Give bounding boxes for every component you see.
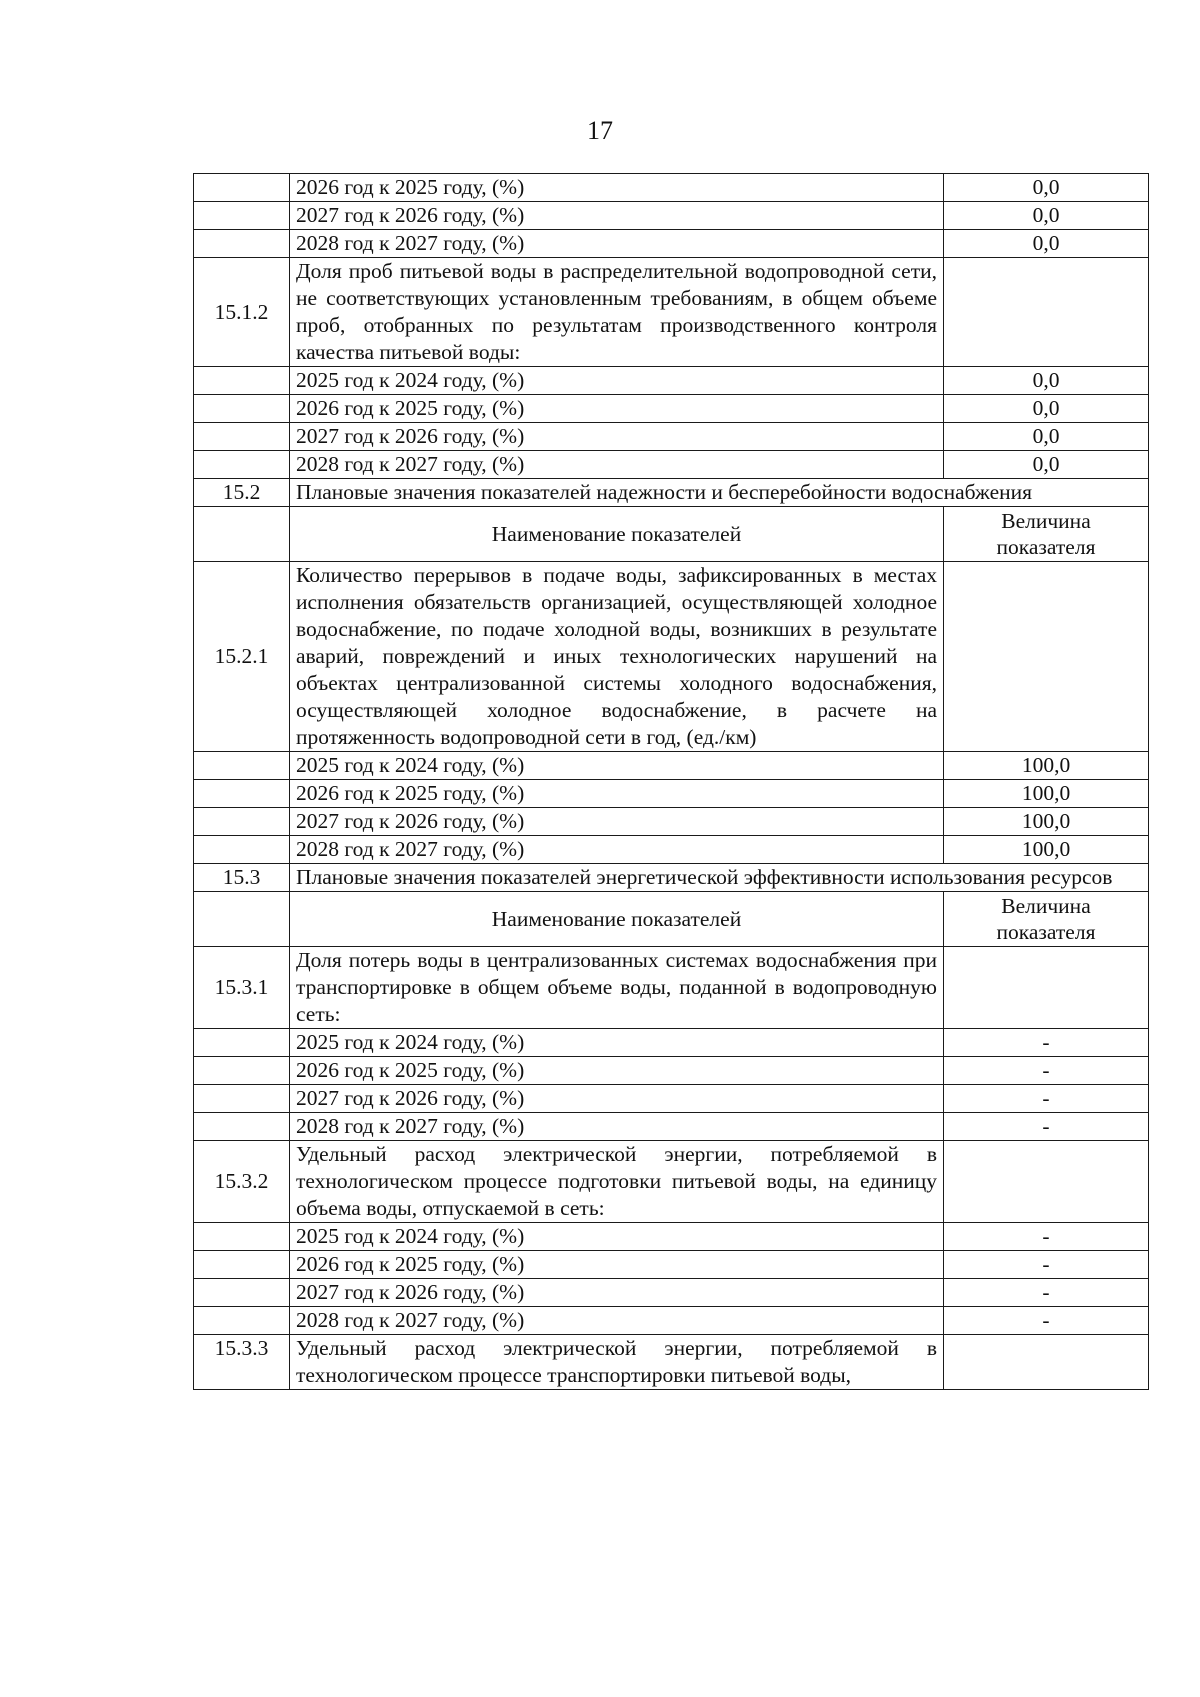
indicator-text: 2025 год к 2024 году, (%) <box>290 1029 944 1057</box>
section-row <box>194 864 1149 892</box>
table-row <box>194 1057 1149 1085</box>
table-row <box>194 780 1149 808</box>
indicator-value: - <box>944 1223 1149 1251</box>
table-row <box>194 202 1149 230</box>
row-number: 15.3.2 <box>194 1141 290 1223</box>
indicator-text: 2026 год к 2025 году, (%) <box>290 780 944 808</box>
row-number <box>194 230 290 258</box>
table-row <box>194 1279 1149 1307</box>
row-number <box>194 780 290 808</box>
indicator-text: 2028 год к 2027 году, (%) <box>290 836 944 864</box>
row-number: 15.1.2 <box>194 258 290 367</box>
indicator-text: 2028 год к 2027 году, (%) <box>290 230 944 258</box>
table-row <box>194 1085 1149 1113</box>
row-number <box>194 507 290 562</box>
table-row <box>194 752 1149 780</box>
table-row <box>194 230 1149 258</box>
row-number <box>194 1113 290 1141</box>
column-header-row <box>194 892 1149 947</box>
indicator-value <box>944 562 1149 752</box>
indicator-value: - <box>944 1057 1149 1085</box>
column-header-name: Наименование показателей <box>290 507 944 562</box>
indicator-value <box>944 947 1149 1029</box>
row-number: 15.3.3 <box>194 1335 290 1390</box>
row-number <box>194 1085 290 1113</box>
indicator-value: 0,0 <box>944 395 1149 423</box>
row-number <box>194 1251 290 1279</box>
row-number <box>194 1223 290 1251</box>
indicator-value: 100,0 <box>944 780 1149 808</box>
indicator-text: 2025 год к 2024 году, (%) <box>290 1223 944 1251</box>
indicator-text: 2025 год к 2024 году, (%) <box>290 752 944 780</box>
indicator-value: 0,0 <box>944 202 1149 230</box>
indicator-value: - <box>944 1279 1149 1307</box>
indicator-text: 2027 год к 2026 году, (%) <box>290 808 944 836</box>
table-row <box>194 451 1149 479</box>
indicator-value: 0,0 <box>944 451 1149 479</box>
section-row <box>194 479 1149 507</box>
row-number <box>194 892 290 947</box>
table-row <box>194 1223 1149 1251</box>
indicator-text: 2026 год к 2025 году, (%) <box>290 174 944 202</box>
indicator-text: Количество перерывов в подаче воды, зафиксированных в местах исполнения обязательств организацией, осуществляющей холодное водоснабжение, по подаче холодной воды, возникших в результате аварий, повреждений и иных технологических нарушений на объектах централизованной системы холодного водоснабжения, осуществляющей холодное водоснабжение, в расчете на протяженность водопроводной сети в год, (ед./км) <box>290 562 944 752</box>
table-row <box>194 1251 1149 1279</box>
row-number <box>194 1279 290 1307</box>
row-number <box>194 836 290 864</box>
row-number <box>194 808 290 836</box>
table-row <box>194 836 1149 864</box>
indicator-text: 2026 год к 2025 году, (%) <box>290 395 944 423</box>
row-number <box>194 1057 290 1085</box>
indicator-value: 0,0 <box>944 367 1149 395</box>
table-row <box>194 1113 1149 1141</box>
row-number <box>194 395 290 423</box>
indicator-value: - <box>944 1307 1149 1335</box>
table-row <box>194 423 1149 451</box>
table-row <box>194 395 1149 423</box>
page-number: 17 <box>587 116 613 145</box>
indicator-value <box>944 258 1149 367</box>
indicator-text: 2027 год к 2026 году, (%) <box>290 1085 944 1113</box>
indicator-value <box>944 1141 1149 1223</box>
row-number <box>194 752 290 780</box>
indicator-text: 2027 год к 2026 году, (%) <box>290 1279 944 1307</box>
table-row <box>194 1029 1149 1057</box>
section-title: Плановые значения показателей энергетической эффективности использования ресурсов <box>290 864 1149 892</box>
column-header-row <box>194 507 1149 562</box>
indicator-text: Доля проб питьевой воды в распределительной водопроводной сети, не соответствующих установленным требованиям, в общем объеме проб, отобранных по результатам производственного контроля качества питьевой воды: <box>290 258 944 367</box>
indicator-value <box>944 1335 1149 1390</box>
column-header-value: Величина показателя <box>944 507 1149 562</box>
indicator-text: Удельный расход электрической энергии, потребляемой в технологическом процессе транспортировки питьевой воды, <box>290 1335 944 1390</box>
column-header-name: Наименование показателей <box>290 892 944 947</box>
indicator-text: 2027 год к 2026 году, (%) <box>290 202 944 230</box>
table-row <box>194 947 1149 1029</box>
indicator-value: - <box>944 1085 1149 1113</box>
indicator-value: 0,0 <box>944 230 1149 258</box>
row-number: 15.2.1 <box>194 562 290 752</box>
indicator-value: 0,0 <box>944 174 1149 202</box>
indicators-table <box>193 173 1149 1390</box>
indicator-text: 2025 год к 2024 году, (%) <box>290 367 944 395</box>
table-row <box>194 1335 1149 1390</box>
table-row <box>194 258 1149 367</box>
table-row <box>194 562 1149 752</box>
indicator-text: 2028 год к 2027 году, (%) <box>290 1307 944 1335</box>
table-row <box>194 1307 1149 1335</box>
row-number <box>194 174 290 202</box>
row-number <box>194 202 290 230</box>
indicator-text: 2026 год к 2025 году, (%) <box>290 1057 944 1085</box>
section-number: 15.3 <box>194 864 290 892</box>
row-number <box>194 423 290 451</box>
indicator-value: 100,0 <box>944 808 1149 836</box>
table-row <box>194 174 1149 202</box>
row-number <box>194 1307 290 1335</box>
indicator-value: - <box>944 1029 1149 1057</box>
indicator-value: - <box>944 1113 1149 1141</box>
indicator-text: 2027 год к 2026 году, (%) <box>290 423 944 451</box>
indicator-text: 2028 год к 2027 году, (%) <box>290 451 944 479</box>
row-number <box>194 367 290 395</box>
indicator-text: 2028 год к 2027 году, (%) <box>290 1113 944 1141</box>
table-row <box>194 1141 1149 1223</box>
indicator-text: Удельный расход электрической энергии, потребляемой в технологическом процессе подготовки питьевой воды, на единицу объема воды, отпускаемой в сеть: <box>290 1141 944 1223</box>
indicator-value: 100,0 <box>944 752 1149 780</box>
section-number: 15.2 <box>194 479 290 507</box>
section-title: Плановые значения показателей надежности и бесперебойности водоснабжения <box>290 479 1149 507</box>
indicator-text: 2026 год к 2025 году, (%) <box>290 1251 944 1279</box>
row-number <box>194 451 290 479</box>
indicator-value: 100,0 <box>944 836 1149 864</box>
column-header-value: Величина показателя <box>944 892 1149 947</box>
table-row <box>194 367 1149 395</box>
indicator-value: - <box>944 1251 1149 1279</box>
row-number <box>194 1029 290 1057</box>
indicator-value: 0,0 <box>944 423 1149 451</box>
table-row <box>194 808 1149 836</box>
row-number: 15.3.1 <box>194 947 290 1029</box>
indicator-text: Доля потерь воды в централизованных системах водоснабжения при транспортировке в общем объеме воды, поданной в водопроводную сеть: <box>290 947 944 1029</box>
